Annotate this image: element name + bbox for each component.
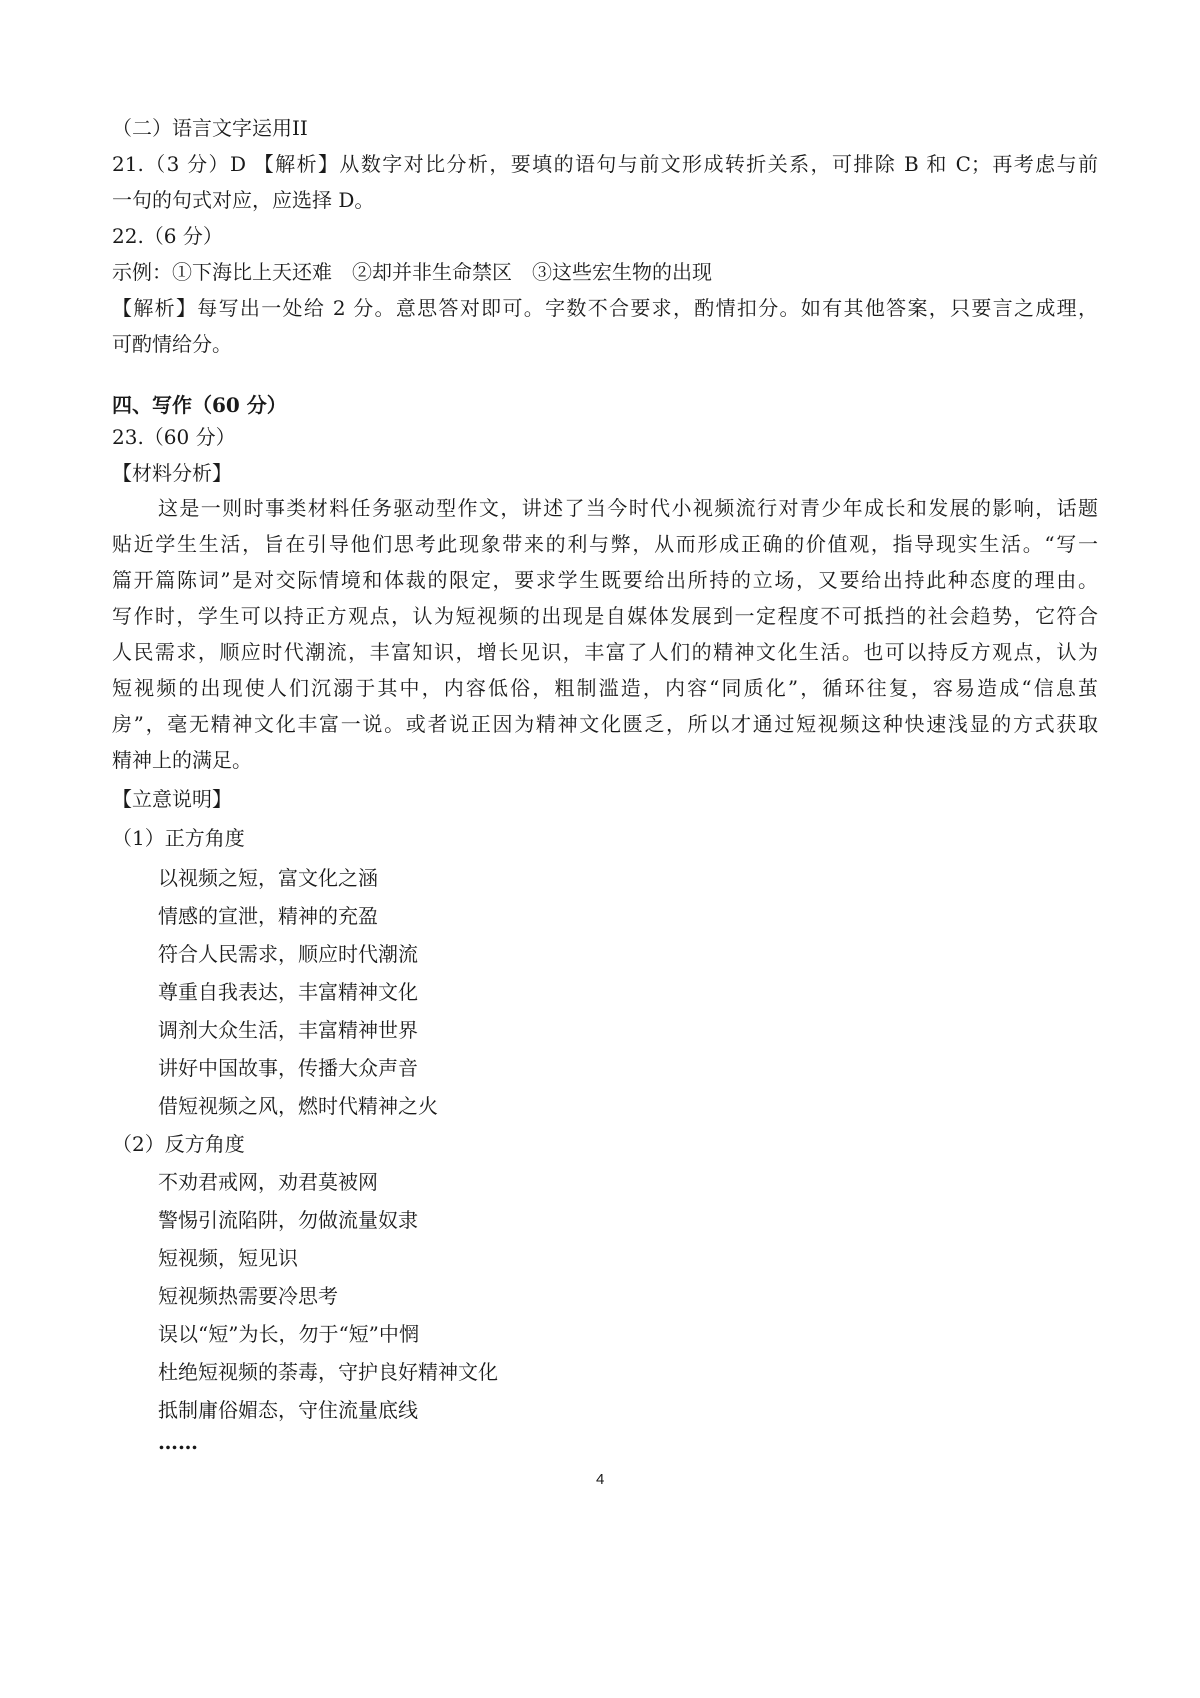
pro-item: 调剂大众生活，丰富精神世界 xyxy=(158,1018,418,1042)
con-item: 短视频，短见识 xyxy=(158,1246,298,1270)
pro-item: 尊重自我表达，丰富精神文化 xyxy=(158,980,418,1004)
q22-analysis: 【解析】每写出一处给 2 分。意思答对即可。字数不合要求，酌情扣分。如有其他答案，只要言之成理， xyxy=(112,296,1098,320)
con-title: （2）反方角度 xyxy=(112,1132,245,1156)
con-item: 抵制庸俗媚态，守住流量底线 xyxy=(158,1398,418,1422)
pro-item: 借短视频之风，燃时代精神之火 xyxy=(158,1094,438,1118)
pro-item: 情感的宣泄，精神的充盈 xyxy=(158,904,378,928)
q22-head: 22.（6 分） xyxy=(112,224,223,248)
material-line: 短视频的出现使人们沉溺于其中，内容低俗，粗制滥造，内容“同质化”，循环往复，容易造成“信息茧 xyxy=(112,676,1098,700)
ellipsis: …… xyxy=(158,1430,198,1454)
material-line: 篇开篇陈词”是对交际情境和体裁的限定，要求学生既要给出所持的立场，又要给出持此种态度的理由。 xyxy=(112,568,1098,592)
section-heading: （二）语言文字运用II xyxy=(112,116,308,140)
material-line: 人民需求，顺应时代潮流，丰富知识，增长见识，丰富了人们的精神文化生活。也可以持反方观点，认为 xyxy=(112,640,1098,664)
q21-line: 一句的句式对应，应选择 D。 xyxy=(112,188,375,212)
page-number: 4 xyxy=(596,1471,605,1488)
pro-title: （1）正方角度 xyxy=(112,826,245,850)
con-item: 杜绝短视频的荼毒，守护良好精神文化 xyxy=(158,1360,498,1384)
pro-item: 以视频之短，富文化之涵 xyxy=(158,866,378,890)
pro-item: 符合人民需求，顺应时代潮流 xyxy=(158,942,418,966)
material-line: 这是一则时事类材料任务驱动型作文，讲述了当今时代小视频流行对青少年成长和发展的影响，话题 xyxy=(158,496,1098,520)
material-line: 贴近学生生活，旨在引导他们思考此现象带来的利与弊，从而形成正确的价值观，指导现实生活。“写一 xyxy=(112,532,1098,556)
q22-example: 示例：①下海比上天还难 ②却并非生命禁区 ③这些宏生物的出现 xyxy=(112,260,712,284)
con-item: 不劝君戒网，劝君莫被网 xyxy=(158,1170,378,1194)
material-title: 【材料分析】 xyxy=(112,461,232,485)
material-line: 写作时，学生可以持正方观点，认为短视频的出现是自媒体发展到一定程度不可抵挡的社会趋势，它符合 xyxy=(112,604,1098,628)
section-heading: 四、写作（60 分） xyxy=(112,393,287,417)
q23-head: 23.（60 分） xyxy=(112,425,236,449)
q21-line: 21.（3 分）D 【解析】从数字对比分析，要填的语句与前文形成转折关系，可排除 B 和 C；再考虑与前 xyxy=(112,152,1098,176)
material-line: 房”，毫无精神文化丰富一说。或者说正因为精神文化匮乏，所以才通过短视频这种快速浅显的方式获取 xyxy=(112,712,1098,736)
con-item: 短视频热需要冷思考 xyxy=(158,1284,338,1308)
con-item: 警惕引流陷阱，勿做流量奴隶 xyxy=(158,1208,418,1232)
pro-item: 讲好中国故事，传播大众声音 xyxy=(158,1056,418,1080)
q22-analysis: 可酌情给分。 xyxy=(112,332,232,356)
lizhi-title: 【立意说明】 xyxy=(112,787,232,811)
material-line: 精神上的满足。 xyxy=(112,748,252,772)
con-item: 误以“短”为长，勿于“短”中惘 xyxy=(158,1322,419,1346)
